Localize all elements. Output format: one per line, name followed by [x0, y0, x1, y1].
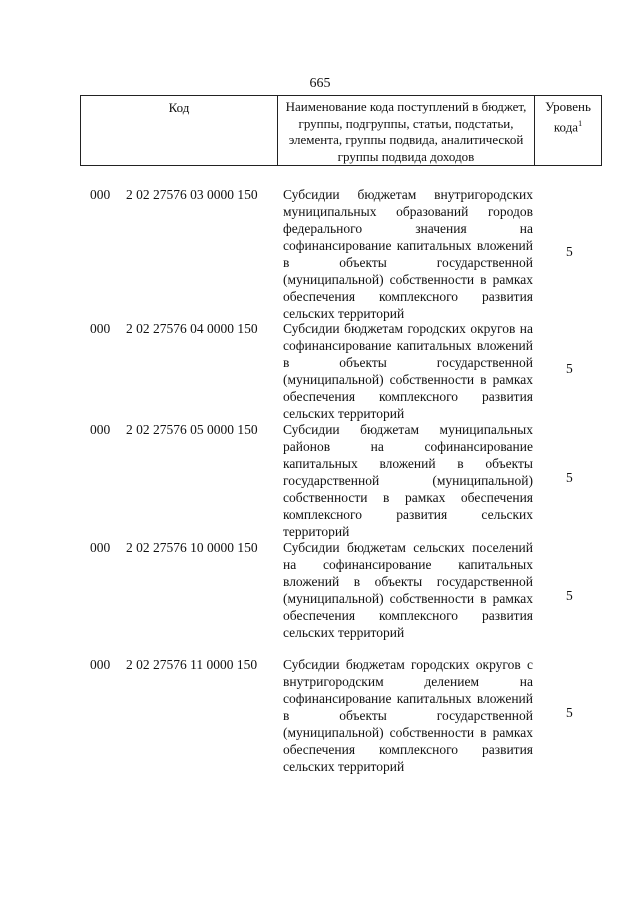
header-level-footnote: 1: [578, 118, 583, 128]
income-code: 2 02 27576 03 0000 150: [126, 187, 258, 202]
admin-code: 000: [90, 321, 111, 336]
code-level: 5: [566, 361, 573, 376]
code-level: 5: [566, 588, 573, 603]
header-name: Наименование кода поступлений в бюджет, группы, подгруппы, статьи, подстатьи, элемента, группы подвида, аналитической группы подвида доходов: [278, 96, 535, 165]
page-number: 665: [309, 76, 331, 91]
code-level: 5: [566, 705, 573, 720]
income-name: Субсидии бюджетам городских округов на софинансирование капитальных вложений в объекты государственной (муниципальной) собственности в рамках обеспечения комплексного развития сельских территорий: [283, 321, 533, 421]
income-name: Субсидии бюджетам внутригородских муниципальных образований городов федерального значения на софинансирование капитальных вложений в объекты государственной (муниципальной) собственности в рамках обеспечения комплексного развития сельских территорий: [283, 187, 533, 321]
table-header: [80, 95, 602, 166]
header-code: Код: [81, 96, 278, 165]
income-code: 2 02 27576 04 0000 150: [126, 321, 258, 336]
income-code: 2 02 27576 11 0000 150: [126, 657, 258, 672]
admin-code: 000: [90, 422, 111, 437]
code-level: 5: [566, 244, 573, 259]
admin-code: 000: [90, 540, 111, 555]
income-name: Субсидии бюджетам городских округов с внутригородским делением на софинансирование капитальных вложений в объекты государственной (муниципальной) собственности в рамках обеспечения комплексного развития сельских территорий: [283, 657, 533, 774]
code-level: 5: [566, 470, 573, 485]
admin-code: 000: [90, 657, 111, 672]
income-code: 2 02 27576 05 0000 150: [126, 422, 258, 437]
income-code: 2 02 27576 10 0000 150: [126, 540, 258, 555]
admin-code: 000: [90, 187, 111, 202]
header-level: [535, 96, 601, 165]
income-name: Субсидии бюджетам сельских поселений на софинансирование капитальных вложений в объекты государственной (муниципальной) собственности в рамках обеспечения комплексного развития сельских территорий: [283, 540, 533, 640]
header-level-label: Уровень кода: [545, 99, 591, 134]
income-name: Субсидии бюджетам муниципальных районов на софинансирование капитальных вложений в объекты государственной (муниципальной) собственности в рамках обеспечения комплексного развития сельских территорий: [283, 422, 533, 539]
